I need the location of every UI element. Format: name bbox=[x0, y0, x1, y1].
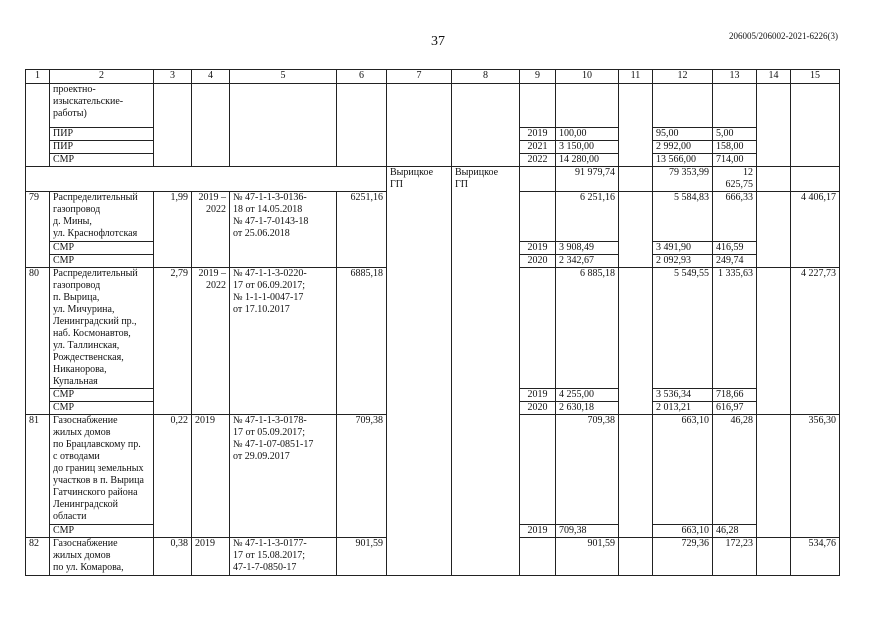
length-cell: 1,99 bbox=[154, 192, 192, 268]
column-number-row bbox=[26, 70, 840, 84]
cell bbox=[520, 415, 556, 525]
cell bbox=[653, 84, 713, 128]
year-cell: 2021 bbox=[520, 141, 556, 154]
value-cell: 3 908,49 bbox=[556, 242, 619, 255]
year-cell: 2022 bbox=[520, 154, 556, 167]
cell bbox=[520, 84, 556, 128]
cell bbox=[520, 538, 556, 576]
permit-cell: № 47-1-1-3-0178- 17 от 05.09.2017; № 47-1-07-0851-17 от 29.09.2017 bbox=[230, 415, 337, 538]
cell bbox=[520, 167, 556, 192]
cell bbox=[520, 268, 556, 389]
row-number: 79 bbox=[26, 192, 50, 268]
cell bbox=[556, 84, 619, 128]
value-cell: 616,97 bbox=[713, 402, 757, 415]
cell bbox=[757, 192, 791, 268]
item-name: Распределительный газопровод д. Мины, ул. Краснофлотская bbox=[50, 192, 154, 242]
cell bbox=[26, 84, 50, 167]
column-header: 7 bbox=[387, 70, 452, 84]
value-cell: 3 536,34 bbox=[653, 389, 713, 402]
cell bbox=[619, 538, 653, 576]
value-cell: 158,00 bbox=[713, 141, 757, 154]
value-cell: 5 549,55 bbox=[653, 268, 713, 389]
work-type: СМР bbox=[50, 389, 154, 402]
column-header: 5 bbox=[230, 70, 337, 84]
value-cell: 709,38 bbox=[556, 525, 619, 538]
column-header: 2 bbox=[50, 70, 154, 84]
column-header: 10 bbox=[556, 70, 619, 84]
work-type: СМР bbox=[50, 525, 154, 538]
value-cell: 249,74 bbox=[713, 255, 757, 268]
period-cell: 2019 – 2022 bbox=[192, 192, 230, 268]
value-cell: 1 335,63 bbox=[713, 268, 757, 389]
year-cell: 2019 bbox=[520, 389, 556, 402]
value-cell: 2 092,93 bbox=[653, 255, 713, 268]
column-header: 9 bbox=[520, 70, 556, 84]
cost-cell: 709,38 bbox=[337, 415, 387, 538]
total-value: 79 353,99 bbox=[653, 167, 713, 192]
value-cell: 5,00 bbox=[713, 128, 757, 141]
column-header: 8 bbox=[452, 70, 520, 84]
row-number: 82 bbox=[26, 538, 50, 576]
permit-cell: № 47-1-1-3-0177- 17 от 15.08.2017; 47-1-7-0850-17 bbox=[230, 538, 337, 576]
cost-cell: 6885,18 bbox=[337, 268, 387, 415]
year-cell: 2020 bbox=[520, 402, 556, 415]
year-cell: 2019 bbox=[520, 128, 556, 141]
value-cell: 46,28 bbox=[713, 525, 757, 538]
value-cell: 729,36 bbox=[653, 538, 713, 576]
column-header: 15 bbox=[791, 70, 840, 84]
cell bbox=[791, 167, 840, 192]
value-cell: 4 227,73 bbox=[791, 268, 840, 415]
value-cell: 100,00 bbox=[556, 128, 619, 141]
cell bbox=[757, 167, 791, 192]
municipality-cell: Вырицкое ГП bbox=[387, 167, 452, 576]
page-number: 37 bbox=[431, 34, 445, 49]
value-cell: 718,66 bbox=[713, 389, 757, 402]
summary-row bbox=[26, 167, 840, 192]
value-cell: 2 630,18 bbox=[556, 402, 619, 415]
value-cell: 46,28 bbox=[713, 415, 757, 525]
cell bbox=[520, 192, 556, 242]
year-cell: 2019 bbox=[520, 525, 556, 538]
column-header: 12 bbox=[653, 70, 713, 84]
cell bbox=[452, 84, 520, 167]
length-cell: 0,38 bbox=[154, 538, 192, 576]
length-cell: 0,22 bbox=[154, 415, 192, 538]
cell bbox=[757, 268, 791, 415]
cell bbox=[387, 84, 452, 167]
item-name: Газоснабжение жилых домов по ул. Комарова, bbox=[50, 538, 154, 576]
item-name: проектно- изыскательские- работы) bbox=[50, 84, 154, 128]
column-header: 13 bbox=[713, 70, 757, 84]
cell bbox=[337, 84, 387, 167]
value-cell: 4 255,00 bbox=[556, 389, 619, 402]
cell bbox=[619, 415, 653, 538]
value-cell: 2 992,00 bbox=[653, 141, 713, 154]
value-cell: 666,33 bbox=[713, 192, 757, 242]
value-cell: 14 280,00 bbox=[556, 154, 619, 167]
cell bbox=[757, 84, 791, 167]
column-header: 11 bbox=[619, 70, 653, 84]
permit-cell: № 47-1-1-3-0220- 17 от 06.09.2017; № 1-1-1-0047-17 от 17.10.2017 bbox=[230, 268, 337, 415]
cell bbox=[192, 84, 230, 167]
work-type: СМР bbox=[50, 242, 154, 255]
value-cell: 3 491,90 bbox=[653, 242, 713, 255]
period-cell: 2019 bbox=[192, 538, 230, 576]
cost-cell: 901,59 bbox=[337, 538, 387, 576]
value-cell: 663,10 bbox=[653, 525, 713, 538]
value-cell: 5 584,83 bbox=[653, 192, 713, 242]
value-cell: 2 013,21 bbox=[653, 402, 713, 415]
item-name: Распределительный газопровод п. Вырица, ул. Мичурина, Ленинградский пр., наб. Космонавтов, ул. Таллинская, Рождественская, Никанорова, Купальная bbox=[50, 268, 154, 389]
item-name: Газоснабжение жилых домов по Брацлавскому пр. с отводами до границ земельных участков в п. Вырица Гатчинского района Ленинградской области bbox=[50, 415, 154, 525]
column-header: 6 bbox=[337, 70, 387, 84]
column-header: 14 bbox=[757, 70, 791, 84]
value-cell: 663,10 bbox=[653, 415, 713, 525]
length-cell: 2,79 bbox=[154, 268, 192, 415]
cell bbox=[619, 268, 653, 415]
work-type: СМР bbox=[50, 255, 154, 268]
value-cell: 2 342,67 bbox=[556, 255, 619, 268]
column-header: 3 bbox=[154, 70, 192, 84]
cell bbox=[713, 84, 757, 128]
total-value: 12 625,75 bbox=[713, 167, 757, 192]
column-header: 4 bbox=[192, 70, 230, 84]
table-row bbox=[26, 84, 840, 128]
cell bbox=[26, 167, 387, 192]
work-type: ПИР bbox=[50, 128, 154, 141]
value-cell: 4 406,17 bbox=[791, 192, 840, 268]
row-number: 81 bbox=[26, 415, 50, 538]
work-type: ПИР bbox=[50, 141, 154, 154]
cell bbox=[757, 538, 791, 576]
cell bbox=[619, 192, 653, 268]
row-number: 80 bbox=[26, 268, 50, 415]
work-type: СМР bbox=[50, 402, 154, 415]
investment-table bbox=[25, 69, 840, 576]
cost-cell: 6251,16 bbox=[337, 192, 387, 268]
value-cell: 356,30 bbox=[791, 415, 840, 538]
cell bbox=[154, 84, 192, 167]
cell bbox=[230, 84, 337, 167]
value-cell: 534,76 bbox=[791, 538, 840, 576]
cell bbox=[757, 415, 791, 538]
work-type: СМР bbox=[50, 154, 154, 167]
value-cell: 13 566,00 bbox=[653, 154, 713, 167]
cell bbox=[791, 84, 840, 167]
value-cell: 709,38 bbox=[556, 415, 619, 525]
municipality-cell: Вырицкое ГП bbox=[452, 167, 520, 576]
permit-cell: № 47-1-1-3-0136- 18 от 14.05.2018 № 47-1-7-0143-18 от 25.06.2018 bbox=[230, 192, 337, 268]
year-cell: 2019 bbox=[520, 242, 556, 255]
value-cell: 6 251,16 bbox=[556, 192, 619, 242]
value-cell: 95,00 bbox=[653, 128, 713, 141]
value-cell: 3 150,00 bbox=[556, 141, 619, 154]
cell bbox=[619, 84, 653, 167]
year-cell: 2020 bbox=[520, 255, 556, 268]
period-cell: 2019 bbox=[192, 415, 230, 538]
total-value: 91 979,74 bbox=[556, 167, 619, 192]
column-header: 1 bbox=[26, 70, 50, 84]
value-cell: 901,59 bbox=[556, 538, 619, 576]
value-cell: 416,59 bbox=[713, 242, 757, 255]
document-reference: 206005/206002-2021-6226(3) bbox=[729, 31, 838, 41]
value-cell: 172,23 bbox=[713, 538, 757, 576]
value-cell: 6 885,18 bbox=[556, 268, 619, 389]
value-cell: 714,00 bbox=[713, 154, 757, 167]
period-cell: 2019 – 2022 bbox=[192, 268, 230, 415]
cell bbox=[619, 167, 653, 192]
